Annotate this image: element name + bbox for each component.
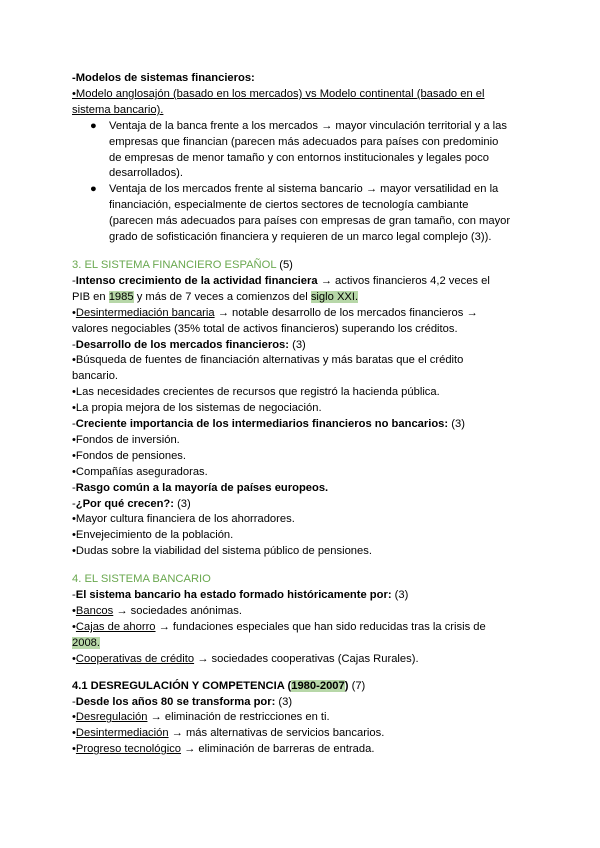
sec3-line: valores negociables (35% total de activos financieros) superando los créditos. — [72, 322, 458, 335]
models-bullet-1 — [72, 119, 550, 183]
sec4-line: •Bancos → sociedades anónimas. — [72, 605, 242, 617]
section-4-title: 4. EL SISTEMA BANCARIO — [72, 573, 211, 586]
bullet-line: empresas que financian (parecen más adecuados para países con predominio — [109, 135, 499, 148]
sec3-line: •Búsqueda de fuentes de financiación alternativas y más baratas que el crédito — [72, 354, 464, 367]
bullet-line: Ventaja de la banca frente a los mercados → mayor vinculación territorial y a las — [109, 119, 507, 132]
sec41-line: •Desintermediación → más alternativas de servicios bancarios. — [72, 727, 385, 740]
sec4-line: •Cajas de ahorro → fundaciones especiales que han sido reducidas tras la crisis de — [72, 620, 486, 633]
sec4-line: 2008. — [72, 636, 100, 649]
bullet-line: (parecen más adecuados para países con empresas de gran tamaño, con mayor — [109, 215, 511, 228]
bullet-line: financiación, especialmente de ciertos sectores de tecnología cambiante — [109, 199, 469, 212]
sec3-line: -¿Por qué crecen?: (3) — [72, 497, 191, 510]
sec3-line: -Rasgo común a la mayoría de países europeos. — [72, 481, 329, 494]
sec3-line: -Creciente importancia de los intermediarios financieros no bancarios: (3) — [72, 418, 465, 431]
sec3-line: •Las necesidades crecientes de recursos que registró la hacienda pública. — [72, 386, 440, 399]
sec3-line: •La propia mejora de los sistemas de negociación. — [72, 402, 322, 415]
bullet-dot-icon: ● — [90, 119, 97, 132]
sec3-line: -Desarrollo de los mercados financieros: (3) — [72, 338, 306, 351]
sec3-line: bancario. — [72, 370, 119, 383]
section-4-1-title: 4.1 DESREGULACIÓN Y COMPETENCIA (1980-2007) (7) — [72, 679, 366, 692]
sec41-line: •Desregulación → eliminación de restricciones en ti. — [72, 711, 330, 724]
models-bullet-2 — [72, 182, 550, 246]
bullet-line: Ventaja de los mercados frente al sistema bancario → mayor versatilidad en la — [109, 183, 499, 196]
bullet-line: grado de sofisticación financiera y requieren de un marco legal complejo (3)). — [109, 231, 492, 244]
models-line-2: sistema bancario). — [72, 103, 164, 116]
sec4-line: •Cooperativas de crédito → sociedades cooperativas (Cajas Rurales). — [72, 652, 419, 665]
sec3-line: •Desintermediación bancaria → notable desarrollo de los mercados financieros → — [72, 306, 478, 319]
sec3-line: •Envejecimiento de la población. — [72, 529, 234, 542]
sec3-line: -Intenso crecimiento de la actividad financiera → activos financieros 4,2 veces el — [72, 274, 490, 287]
bullet-line: desarrollados). — [109, 167, 183, 180]
bullet-line: de empresas de menor tamaño y con entornos institucionales y legales poco — [109, 151, 489, 164]
sec3-line: •Dudas sobre la viabilidad del sistema público de pensiones. — [72, 545, 372, 558]
models-line-1: •Modelo anglosajón (basado en los mercados) vs Modelo continental (basado en el — [72, 87, 485, 100]
bullet-dot-icon: ● — [90, 183, 97, 196]
sec41-line: -Desde los años 80 se transforma por: (3) — [72, 695, 293, 708]
sec3-line: •Fondos de inversión. — [72, 433, 180, 446]
sec3-line: •Fondos de pensiones. — [72, 449, 187, 462]
sec3-line: PIB en 1985 y más de 7 veces a comienzos del siglo XXI. — [72, 290, 359, 303]
sec3-line: •Mayor cultura financiera de los ahorradores. — [72, 513, 295, 526]
sec4-line: -El sistema bancario ha estado formado históricamente por: (3) — [72, 589, 409, 602]
sec41-line: •Progreso tecnológico → eliminación de barreras de entrada. — [72, 743, 375, 756]
section-3-title: 3. EL SISTEMA FINANCIERO ESPAÑOL (5) — [72, 258, 293, 271]
document-page — [72, 71, 550, 758]
sec3-line: •Compañías aseguradoras. — [72, 465, 208, 478]
models-heading: -Modelos de sistemas financieros: — [72, 72, 255, 84]
